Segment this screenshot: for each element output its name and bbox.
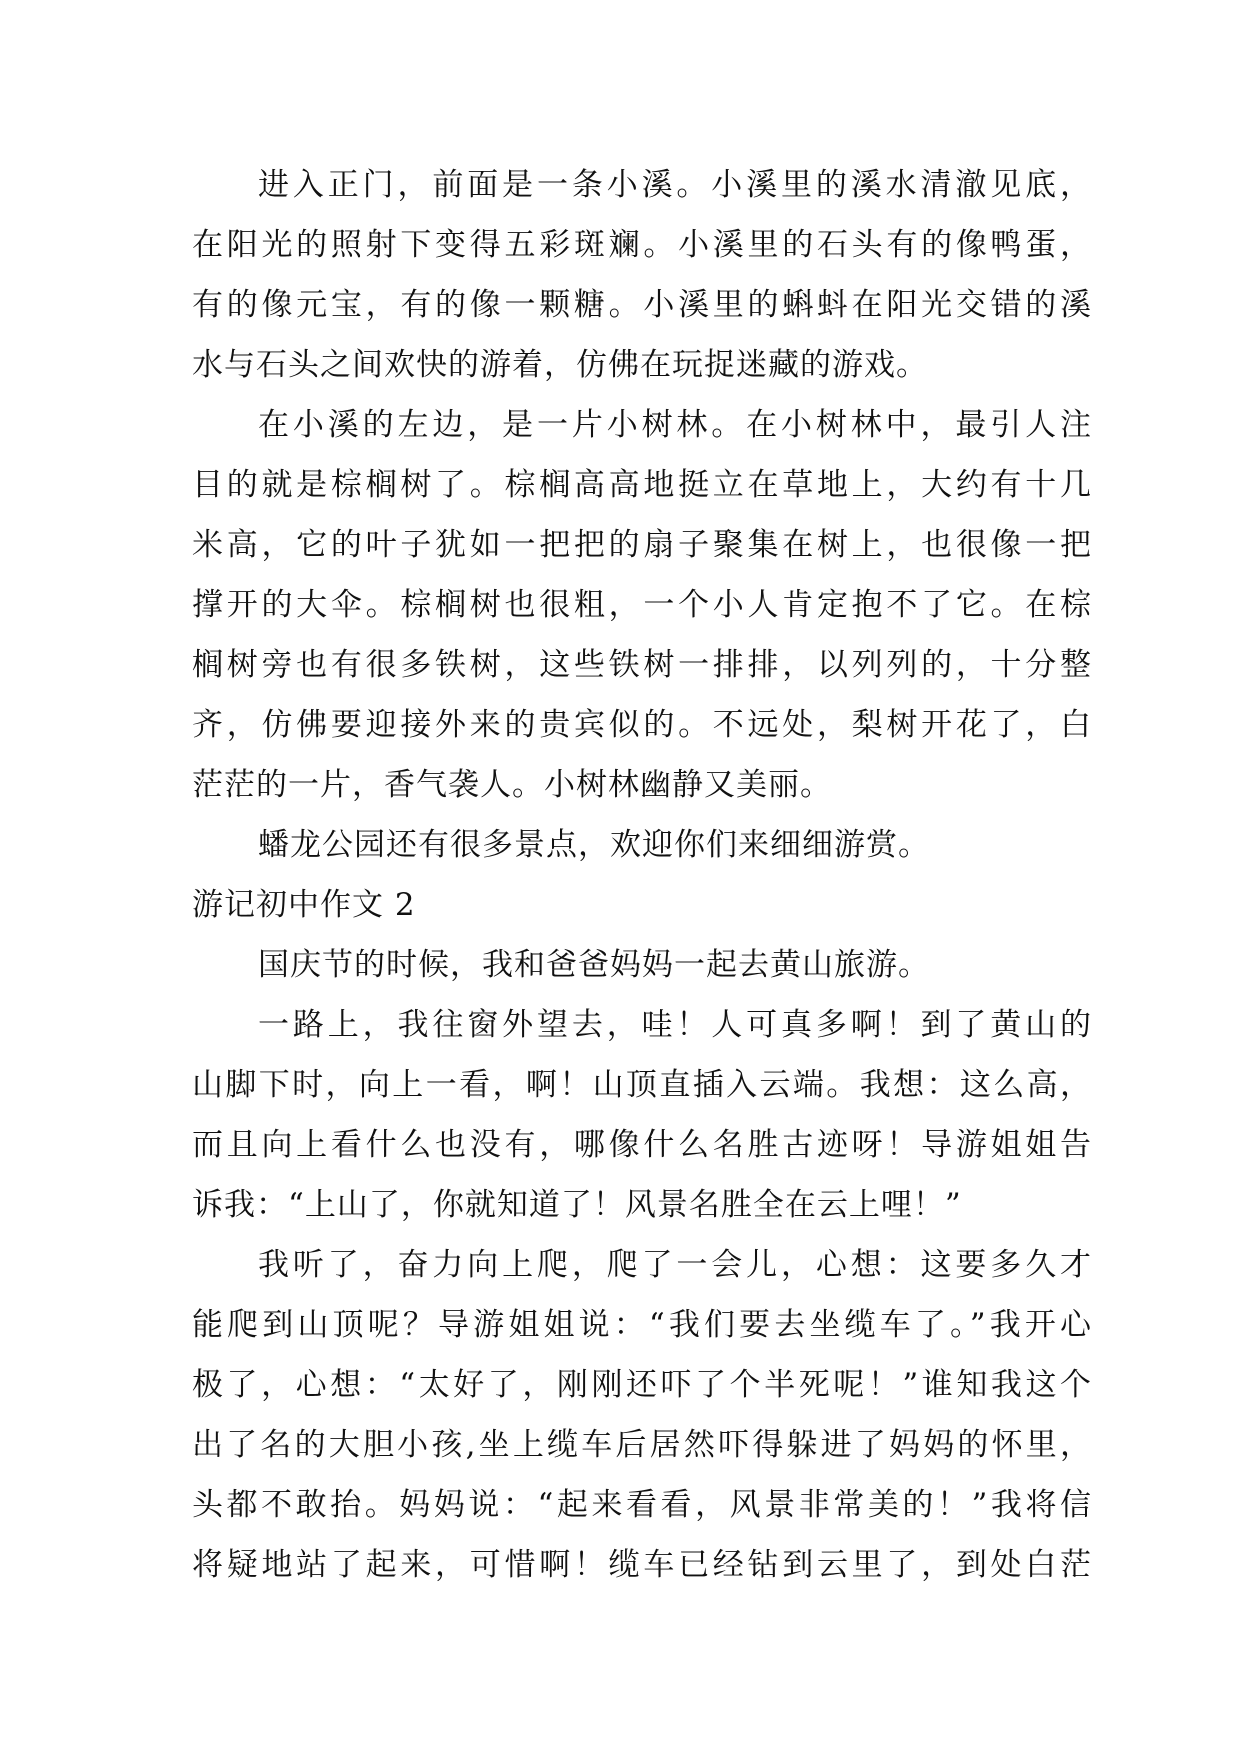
text-line: 蟠龙公园还有很多景点，欢迎你们来细细游赏。	[258, 827, 930, 863]
text-line: 而且向上看什么也没有，哪像什么名胜古迹呀！导游姐姐告	[192, 1127, 1092, 1163]
text-line: 在阳光的照射下变得五彩斑斓。小溪里的石头有的像鸭蛋，	[192, 227, 1092, 263]
text-line: 能爬到山顶呢？导游姐姐说：“我们要去坐缆车了。”我开心	[192, 1307, 1092, 1343]
text-line: 将疑地站了起来，可惜啊！缆车已经钻到云里了，到处白茫	[192, 1547, 1092, 1583]
text-line: 进入正门，前面是一条小溪。小溪里的溪水清澈见底，	[258, 167, 1092, 203]
text-line: 诉我：“上山了，你就知道了！风景名胜全在云上哩！”	[192, 1187, 962, 1223]
text-line: 撑开的大伞。棕榈树也很粗，一个小人肯定抱不了它。在棕	[192, 587, 1092, 623]
text-line: 水与石头之间欢快的游着，仿佛在玩捉迷藏的游戏。	[192, 347, 928, 383]
paragraph	[192, 815, 1092, 875]
paragraph	[192, 995, 1092, 1235]
text-line: 一路上，我往窗外望去，哇！人可真多啊！到了黄山的	[258, 1007, 1092, 1043]
document-page	[192, 155, 1092, 1595]
text-line: 国庆节的时候，我和爸爸妈妈一起去黄山旅游。	[258, 947, 930, 983]
text-line: 榈树旁也有很多铁树，这些铁树一排排，以列列的，十分整	[192, 647, 1092, 683]
paragraph	[192, 395, 1092, 815]
paragraph	[192, 935, 1092, 995]
text-line: 有的像元宝，有的像一颗糖。小溪里的蝌蚪在阳光交错的溪	[192, 287, 1092, 323]
text-line: 头都不敢抬。妈妈说：“起来看看，风景非常美的！”我将信	[192, 1487, 1092, 1523]
text-line: 齐，仿佛要迎接外来的贵宾似的。不远处，梨树开花了，白	[192, 707, 1092, 743]
paragraph	[192, 155, 1092, 395]
section-heading: 游记初中作文 2	[192, 887, 416, 923]
text-line: 出了名的大胆小孩,坐上缆车后居然吓得躲进了妈妈的怀里，	[192, 1427, 1092, 1463]
text-line: 极了，心想：“太好了，刚刚还吓了个半死呢！”谁知我这个	[192, 1367, 1092, 1403]
text-line: 米高，它的叶子犹如一把把的扇子聚集在树上，也很像一把	[192, 527, 1092, 563]
text-line: 山脚下时，向上一看，啊！山顶直插入云端。我想：这么高，	[192, 1067, 1092, 1103]
paragraph	[192, 1235, 1092, 1595]
text-line: 目的就是棕榈树了。棕榈高高地挺立在草地上，大约有十几	[192, 467, 1092, 503]
text-line: 茫茫的一片，香气袭人。小树林幽静又美丽。	[192, 767, 832, 803]
text-line: 在小溪的左边，是一片小树林。在小树林中，最引人注	[258, 407, 1092, 443]
text-line: 我听了，奋力向上爬，爬了一会儿，心想：这要多久才	[258, 1247, 1092, 1283]
